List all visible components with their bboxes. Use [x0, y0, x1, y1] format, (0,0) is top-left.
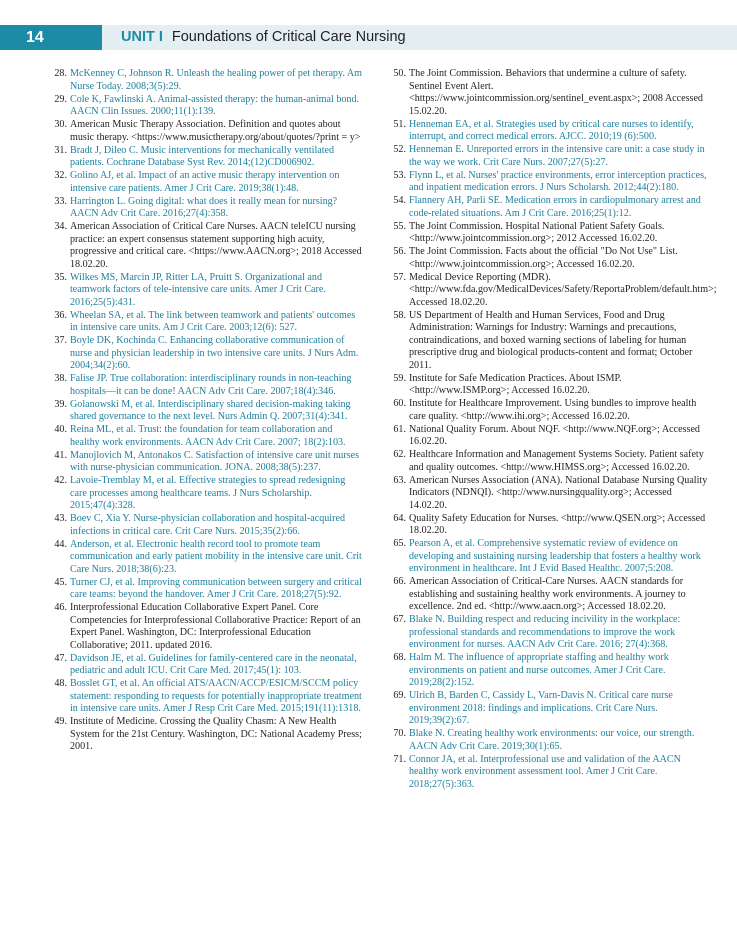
- reference-number: 31.: [54, 144, 67, 156]
- reference-entry[interactable]: [48, 196, 364, 221]
- reference-entry: [48, 716, 364, 754]
- reference-number: 56.: [393, 246, 406, 257]
- reference-number: 30.: [54, 119, 67, 130]
- reference-text: Medical Device Reporting (MDR). <http://www.fda.gov/MedicalDevices/Safety/ReportaProblem/default.htm>; Accessed 18.02.20.: [409, 271, 717, 308]
- reference-text[interactable]: Anderson, et al. Electronic health record tool to promote team communication and early patient mobility in the intensive care unit. Crit Care Nurs. 2018;38(6):23.: [70, 538, 362, 575]
- reference-entry[interactable]: [387, 652, 709, 690]
- reference-number: 65.: [393, 538, 406, 549]
- reference-text: The Joint Commission. Hospital National Patient Safety Goals. <http://www.jointcommission.org>; 2012 Accessed 16.02.20.: [409, 220, 665, 244]
- reference-number: 62.: [393, 449, 406, 460]
- reference-text[interactable]: Cole K, Fawlinski A. Animal-assisted therapy: the human-animal bond. AACN Clin Issues. 2000;11(1):139.: [70, 93, 360, 117]
- reference-number: 51.: [393, 118, 406, 130]
- reference-text[interactable]: Boev C, Xia Y. Nurse-physician collaboration and hospital-acquired infections in critical care. Crit Care Nurs. 2015;35(2):66.: [70, 513, 345, 537]
- unit-label: UNIT I: [121, 29, 163, 45]
- reference-entry: [387, 221, 709, 246]
- reference-entry[interactable]: [48, 475, 364, 513]
- reference-entry: [387, 310, 709, 373]
- reference-column-right: [387, 68, 717, 792]
- reference-text: American Music Therapy Association. Definition and quotes about music therapy. <https://www.musictherapy.org/about/quotes/?print = y>: [70, 119, 361, 143]
- reference-text[interactable]: Wheelan SA, et al. The link between teamwork and patients' outcomes in intensive care units. Am J Crit Care. 2003;12(6): 527.: [70, 309, 356, 333]
- reference-entry[interactable]: [48, 399, 364, 424]
- reference-text[interactable]: McKenney C, Johnson R. Unleash the healing power of pet therapy. Am Nurse Today. 2008;3(5):29.: [70, 68, 363, 92]
- reference-entry[interactable]: [48, 653, 364, 678]
- reference-number: 71.: [393, 753, 406, 765]
- reference-text: National Quality Forum. About NQF. <http://www.NQF.org>; Accessed 16.02.20.: [409, 423, 700, 447]
- page-number: 14: [0, 25, 102, 50]
- reference-entry: [387, 424, 709, 449]
- reference-entry[interactable]: [387, 728, 709, 753]
- reference-entry[interactable]: [48, 170, 364, 195]
- reference-text: US Department of Health and Human Services, Food and Drug Administration: Warnings for Industry: Warnings and precautions, contraindications, and boxed warning sections of labeling for human prescriptive drug and biological products-content and format; October 2011.: [409, 309, 693, 371]
- chapter-title: Foundations of Critical Care Nursing: [171, 29, 406, 45]
- reference-number: 42.: [54, 475, 67, 486]
- reference-text[interactable]: Golino AJ, et al. Impact of an active music therapy intervention on intensive care patients. Amer J Crit Care. 2019;38(1):48.: [70, 170, 340, 194]
- reference-entry: [387, 373, 709, 398]
- reference-entry[interactable]: [48, 539, 364, 577]
- reference-entry: [387, 246, 709, 271]
- reference-number: 46.: [54, 602, 67, 613]
- reference-entry: [387, 475, 709, 513]
- reference-entry: [387, 449, 709, 474]
- reference-text[interactable]: Connor JA, et al. Interprofessional use and validation of the AACN healthy work environment assessment tool. Amer J Crit Care. 2018;27(5):363.: [409, 753, 681, 790]
- reference-entry[interactable]: [387, 614, 709, 652]
- reference-number: 49.: [54, 716, 67, 727]
- reference-number: 54.: [393, 195, 406, 206]
- reference-number: 68.: [393, 652, 406, 663]
- reference-entry: [387, 576, 709, 614]
- reference-entry[interactable]: [48, 450, 364, 475]
- reference-number: 44.: [54, 538, 67, 550]
- reference-text[interactable]: Falise JP. True collaboration: interdisciplinary rounds in non-teaching hospitals—it can be done! AACN Adv Crit Care. 2007;18(4):346.: [70, 373, 352, 397]
- reference-number: 43.: [54, 513, 67, 524]
- reference-number: 35.: [54, 271, 67, 283]
- reference-entry: [48, 221, 364, 271]
- reference-text[interactable]: Flannery AH, Parli SE. Medication errors in cardiopulmonary arrest and code-related situations. Am J Crit Care. 2016;25(1):12.: [409, 195, 701, 219]
- reference-number: 28.: [54, 68, 67, 79]
- reference-entry[interactable]: [48, 678, 364, 716]
- reference-text[interactable]: Wilkes MS, Marcin JP, Ritter LA, Pruitt S. Organizational and teamwork factors of tele-intensive care units. Amer J Crit Care. 2016;25(5):431.: [70, 271, 326, 308]
- reference-entry: [387, 68, 709, 118]
- reference-text: Institute for Healthcare Improvement. Using bundles to improve health care quality. <http://www.ihi.org>; Accessed 16.02.20.: [409, 398, 697, 422]
- reference-number: 29.: [54, 93, 67, 105]
- reference-entry: [387, 398, 709, 423]
- reference-text[interactable]: Henneman EA, et al. Strategies used by critical care nurses to identify, interrupt, and correct medical errors. AJCC. 2010;19 (6):500.: [409, 118, 694, 142]
- reference-text[interactable]: Reina ML, et al. Trust: the foundation for team collaboration and healthy work environments. AACN Adv Crit Care. 2007; 18(2):103.: [70, 424, 346, 448]
- reference-number: 66.: [393, 576, 406, 587]
- reference-number: 55.: [393, 220, 406, 232]
- reference-number: 45.: [54, 576, 67, 588]
- reference-entry[interactable]: [48, 577, 364, 602]
- reference-number: 34.: [54, 221, 67, 232]
- reference-number: 38.: [54, 373, 67, 384]
- reference-number: 48.: [54, 678, 67, 689]
- reference-text: American Association of Critical-Care Nurses. AACN standards for establishing and sustaining healthy work environments. A journey to excellence. 2nd ed. <http://www.aacn.org>; Accessed 18.02.20.: [409, 576, 686, 612]
- reference-entry: [387, 513, 709, 538]
- reference-number: 67.: [393, 614, 406, 625]
- reference-entry[interactable]: [387, 538, 709, 576]
- reference-entry: [48, 602, 364, 652]
- reference-text[interactable]: Manojlovich M, Antonakos C. Satisfaction of intensive care unit nurses with nurse-physician communication. JONA. 2008;38(5):237.: [70, 449, 360, 473]
- reference-number: 59.: [393, 372, 406, 384]
- reference-text: Interprofessional Education Collaborative Expert Panel. Core Competencies for Interprofessional Collaborative Practice: Report of an Expert Panel. Washington, DC: Interprofessional Education Collaborative; 2011. updated 2016.: [70, 602, 361, 651]
- reference-number: 69.: [393, 690, 406, 701]
- reference-text[interactable]: Blake N. Creating healthy work environments: our voice, our strength. AACN Adv Crit Care. 2019;30(1):65.: [409, 728, 695, 752]
- reference-number: 61.: [393, 423, 406, 435]
- reference-number: 36.: [54, 309, 67, 321]
- reference-text: American Nurses Association (ANA). National Database Nursing Quality Indicators (NDNQI). <http://www.nursingquality.org>; Accessed 14.02.20.: [409, 474, 708, 511]
- reference-number: 63.: [393, 474, 406, 486]
- reference-entry[interactable]: [48, 424, 364, 449]
- reference-number: 57.: [393, 271, 406, 283]
- reference-entry[interactable]: [48, 310, 364, 335]
- reference-text: Healthcare Information and Management Systems Society. Patient safety and quality outcomes. <http://www.HIMSS.org>; Accessed 16.02.20.: [409, 449, 704, 473]
- reference-entry[interactable]: [48, 513, 364, 538]
- reference-text: Institute for Safe Medication Practices. About ISMP. <http://www.ISMP.org>; Accessed 16.02.20.: [409, 372, 622, 396]
- reference-text[interactable]: Bosslet GT, et al. An official ATS/AACN/ACCP/ESICM/SCCM policy statement: responding to requests for potentially inappropriate treatment in intensive care units. Amer J Resp Crit Care Med. 2015;191(11):1318.: [70, 678, 362, 714]
- reference-entry[interactable]: [387, 754, 709, 792]
- reference-entry[interactable]: [48, 68, 364, 93]
- reference-column-left: [48, 68, 364, 754]
- reference-number: 70.: [393, 728, 406, 739]
- reference-entry[interactable]: [48, 373, 364, 398]
- reference-number: 50.: [393, 68, 406, 79]
- reference-text: Quality Safety Education for Nurses. <http://www.QSEN.org>; Accessed 18.02.20.: [409, 512, 706, 536]
- reference-number: 64.: [393, 512, 406, 524]
- reference-text: Institute of Medicine. Crossing the Quality Chasm: A New Health System for the 21st Century. Washington, DC: National Academy Press; 2001.: [70, 716, 362, 752]
- reference-entry[interactable]: [387, 195, 709, 220]
- reference-number: 37.: [54, 335, 67, 346]
- running-header: [0, 25, 737, 50]
- reference-text[interactable]: Boyle DK, Kochinda C. Enhancing collaborative communication of nurse and physician leadership in two intensive care units. J Nurs Adm. 2004;34(2):60.: [70, 335, 359, 371]
- reference-entry[interactable]: [48, 94, 364, 119]
- reference-number: 40.: [54, 424, 67, 435]
- reference-text[interactable]: Blake N. Building respect and reducing incivility in the workplace: professional standards and recommendations to improve the work environment for nurses. AACN Adv Crit Care. 2016; 27(4):368.: [409, 614, 681, 650]
- reference-number: 53.: [393, 169, 406, 181]
- reference-entry[interactable]: [387, 144, 709, 169]
- reference-text[interactable]: Lavoie-Tremblay M, et al. Effective strategies to spread redesigning care processes among healthcare teams. J Nurs Scholarship. 2015;47(4):328.: [70, 475, 346, 511]
- reference-text: The Joint Commission. Behaviors that undermine a culture of safety. Sentinel Event Alert. <https://www.jointcommission.org/sentinel_event.aspx>; 2008 Accessed 15.02.20.: [409, 68, 703, 117]
- reference-text[interactable]: Harrington L. Going digital: what does it really mean for nursing? AACN Adv Crit Care. 2016;27(4):358.: [70, 195, 338, 219]
- reference-number: 47.: [54, 652, 67, 664]
- reference-entry[interactable]: [387, 170, 709, 195]
- reference-text[interactable]: Turner CJ, et al. Improving communication between surgery and critical care teams: beyond the handover. Amer J Crit Care. 2018;27(5):92.: [70, 576, 362, 600]
- reference-entry: [387, 271, 717, 310]
- reference-text: The Joint Commission. Facts about the official "Do Not Use" List. <http://www.jointcommission.org>; Accessed 16.02.20.: [409, 246, 678, 270]
- reference-number: 39.: [54, 398, 67, 410]
- reference-entry[interactable]: [387, 119, 709, 144]
- reference-text[interactable]: Golanowski M, et al. Interdisciplinary shared decision-making taking shared governance to the next level. Nurs Admin Q. 2007;31(4):341.: [70, 398, 351, 422]
- reference-number: 52.: [393, 144, 406, 155]
- reference-text[interactable]: Davidson JE, et al. Guidelines for family-centered care in the neonatal, pediatric and adult ICU. Crit Care Med. 2017;45(1): 103.: [70, 652, 357, 676]
- reference-entry[interactable]: [48, 272, 364, 310]
- reference-text[interactable]: Bradt J, Dileo C. Music interventions for mechanically ventilated patients. Cochrane Database Syst Rev. 2014;(12)CD006902.: [70, 144, 335, 168]
- running-head-text: [121, 25, 406, 50]
- reference-text[interactable]: Halm M. The influence of appropriate staffing and healthy work environments on patient and nurse outcomes. Amer J Crit Care. 2019;28(2):152.: [409, 652, 669, 688]
- reference-text[interactable]: Henneman E. Unreported errors in the intensive care unit: a case study in the way we work. Crit Care Nurs. 2007;27(5):27.: [409, 144, 705, 168]
- reference-entry: [48, 119, 364, 144]
- reference-number: 60.: [393, 398, 406, 409]
- reference-number: 41.: [54, 449, 67, 461]
- reference-number: 32.: [54, 170, 67, 181]
- reference-number: 58.: [393, 309, 406, 321]
- reference-text[interactable]: Flynn L, et al. Nurses' practice environments, error interception practices, and inpatient medication errors. J Nurs Scholarsh. 2012;44(2):180.: [409, 169, 707, 193]
- reference-number: 33.: [54, 195, 67, 207]
- reference-entry[interactable]: [48, 145, 364, 170]
- reference-text[interactable]: Pearson A, et al. Comprehensive systematic review of evidence on developing and sustaining nursing leadership that fosters a healthy work environment in healthcare. Int J Evid Based Healthc. 2007;5:208.: [409, 538, 701, 574]
- reference-entry[interactable]: [48, 335, 364, 373]
- reference-entry[interactable]: [387, 690, 709, 728]
- reference-text[interactable]: Ulrich B, Barden C, Cassidy L, Varn-Davis N. Critical care nurse environment 2018: findings and implications. Crit Care Nurs. 2019;39(2):67.: [409, 690, 673, 726]
- reference-text: American Association of Critical Care Nurses. AACN teleICU nursing practice: an expert consensus statement supporting high acuity, progressive and critical care. <https://www.AACN.org>; 2018 Accessed 18.02.20.: [70, 221, 362, 270]
